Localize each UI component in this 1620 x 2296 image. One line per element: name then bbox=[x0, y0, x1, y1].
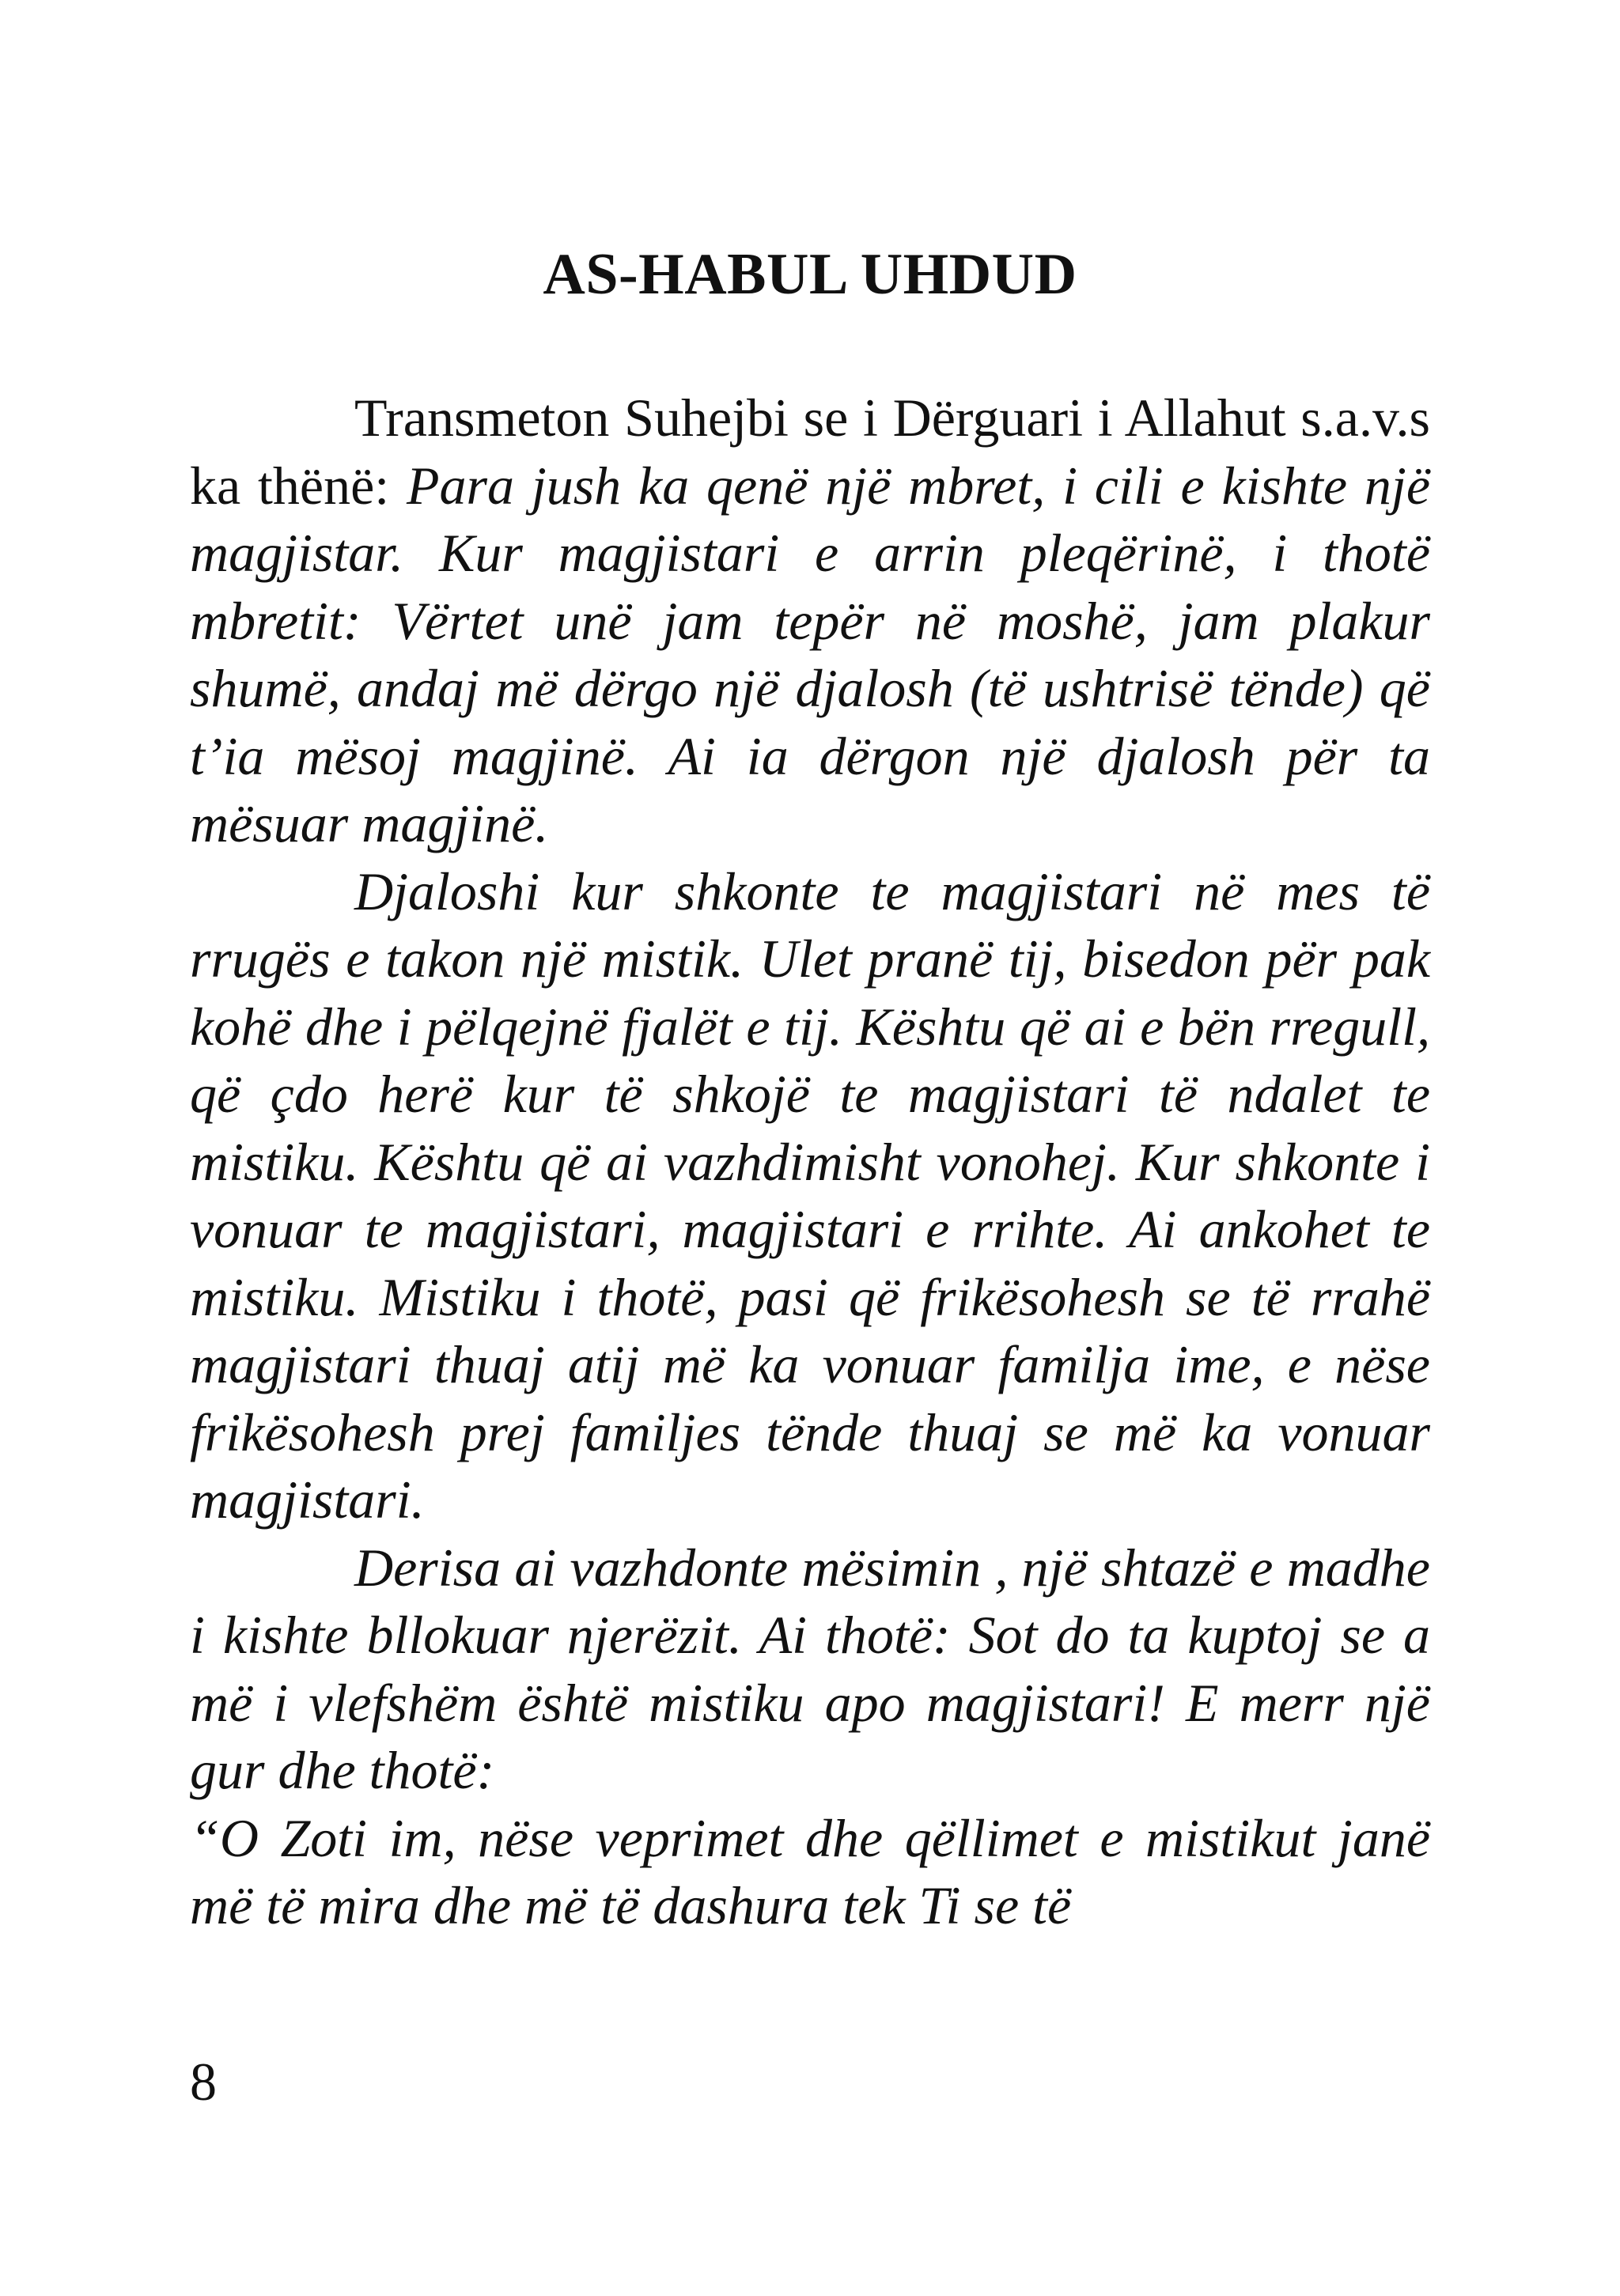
paragraph-1 bbox=[190, 384, 1430, 858]
paragraph-4: “O Zoti im, nëse veprimet dhe qëllimet e mistikut janë më të mira dhe më të dashura tek Ti se të bbox=[190, 1807, 1430, 1935]
paragraph-3: Derisa ai vazhdonte mësimin , një shtazë e madhe i kishte bllokuar njerëzit. Ai thotë: Sot do ta kuptoj se a më i vlefshëm është mistiku apo magjistari! E merr një gur dhe thotë: bbox=[190, 1537, 1430, 1800]
paragraph-2: Djaloshi kur shkonte te magjistari në mes të rrugës e takon një mistik. Ulet pranë tij, bisedon për pak kohë dhe i pëlqejnë fjalët e tij. Kështu që ai e bën rregull, që çdo herë kur të shkojë te magjistari të ndalet te mistiku. Kështu që ai vazhdimisht vonohej. Kur shkonte i vonuar te magjistari, magjistari e rrihte. Ai ankohet te mistiku. Mistiku i thotë, pasi që frikësohesh se të rrahë magjistari thuaj atij më ka vonuar familja ime, e nëse frikësohesh prej familjes tënde thuaj se më ka vonuar magjistari. bbox=[190, 861, 1430, 1530]
paragraph-1-quote: Para jush ka qenë një mbret, i cili e kishte një magjistar. Kur magjistari e arrin pleqërinë, i thotë mbretit: Vërtet unë jam tepër në moshë, jam plakur shumë, andaj më dërgo një djalosh (të ushtrisë tënde) që t’ia mësoj magjinë. Ai ia dërgon një djalosh për ta mësuar magjinë. bbox=[190, 455, 1430, 853]
paragraph-1-intro: Transmeton Suhejbi se i Dërguari i Allahut s.a.v.s ka thënë: bbox=[190, 388, 1430, 516]
chapter-body bbox=[190, 384, 1430, 1940]
page-number: 8 bbox=[190, 2052, 217, 2112]
chapter-title: AS-HABUL UHDUD bbox=[543, 242, 1077, 307]
